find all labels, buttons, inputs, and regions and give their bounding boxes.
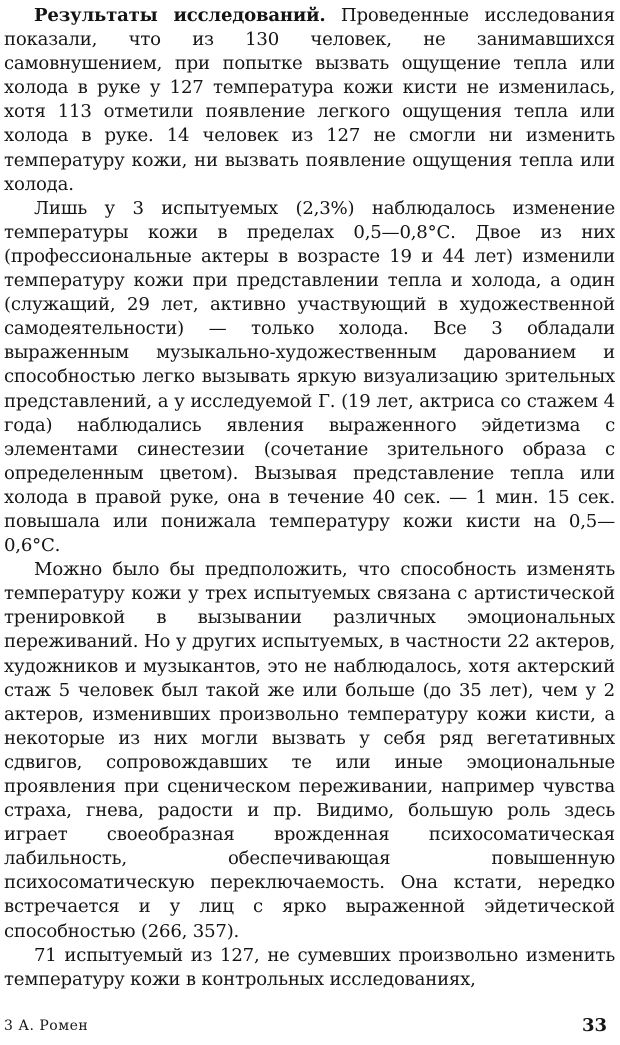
- book-page: [4, 0, 615, 1045]
- paragraph-text: Лишь у 3 испытуемых (2,3%) наблюдалось изменение температуры кожи в пределах 0,5—0,8°С. Двое из них (профессиональные актеры в возрасте 19 и 44 лет) изменили температуру кожи при представлении тепла и холода, а один (служащий, 29 лет, активно участвующий в художественной самодеятельности) — только холода. Все 3 обладали выраженным музыкально-художественным дарованием и способностью легко вызывать яркую визуализацию зрительных представлений, а у исследуемой Г. (19 лет, актриса со стажем 4 года) наблюдались явления выраженного эйдетизма с элементами синестезии (сочетание зрительного образа с определенным цветом). Вызывая представление тепла или холода в правой руке, она в течение 40 сек. — 1 мин. 15 сек. повышала или понижала температуру кожи кисти на 0,5—0,6°С.: [4, 197, 615, 557]
- paragraph-assumption: [4, 558, 615, 944]
- printer-signature: 3 А. Ромен: [4, 1018, 89, 1034]
- paragraph-three-subjects: [4, 197, 615, 558]
- page-footer: [4, 1014, 615, 1038]
- paragraph-text: Проведенные исследования показали, что из 130 человек, не занимавшихся самовнушением, при попытке вызвать ощущение тепла или холода в руке у 127 температура кожи кисти не изменилась, хотя 113 отметили появление легкого ощущения тепла или холода в руке. 14 человек из 127 не смогли ни изменить температуру кожи, ни вызвать появление ощущения тепла или холода.: [4, 5, 615, 195]
- page-number: 33: [581, 1015, 607, 1036]
- run-in-heading: Результаты исследований.: [34, 5, 326, 26]
- paragraph-continuation: [4, 944, 615, 992]
- paragraph-text: Можно было бы предположить, что способность изменять температуру кожи у трех испытуемых связана с артистической тренировкой в вызывании различных эмоциональных переживаний. Но у других испытуемых, в частности 22 актеров, художников и музыкантов, это не наблюдалось, хотя актерский стаж 5 человек был такой же или больше (до 35 лет), чем у 2 актеров, изменивших произвольно температуру кожи кисти, а некоторые из них могли вызвать у себя ряд вегетативных сдвигов, сопровождавших те или иные эмоциональные проявления при сценическом переживании, например чувства страха, гнева, радости и пр. Видимо, большую роль здесь играет своеобразная врожденная психосоматическая лабильность, обеспечивающая повышенную психосоматическую переключаемость. Она кстати, нередко встречается и у лиц с ярко выраженной эйдетической способностью (266, 357).: [4, 559, 615, 942]
- body-text: [4, 4, 615, 992]
- paragraph-results: [4, 4, 615, 197]
- paragraph-text: 71 испытуемый из 127, не сумевших произвольно изменить температуру кожи в контрольных исследованиях,: [4, 944, 615, 990]
